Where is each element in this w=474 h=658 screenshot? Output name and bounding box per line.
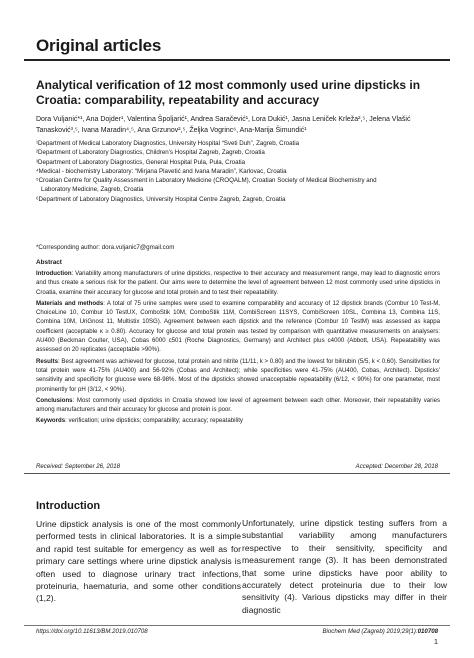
abstract-introduction [36, 269, 440, 297]
received-date: Received: September 26, 2018 [36, 463, 121, 470]
footer-rule [24, 625, 450, 626]
text-methods: : A total of 75 urine samples were used to examine comparability and accuracy of 12 dipstick brands (Combur 10 Test-M, ChoiceLine 10, Combur 10 TestUX, ComboStik 10M, ComboStik 11M, CombiScreen 11SYS, CombiScreen 10SL, Combina 13, Combina 11S, Combina 10M, UriGnost 11, Multistix 10SG). Agreement between each dipstick and the reference (Combur 10 TestM) was assessed as kappa coefficient (acceptable κ ≥ 0.80). Accuracy for glucose and total protein was tested by comparison with quantitative measurements on analysers: AU400 (Beckman Coulter, USA), Cobas 6000 c501 (Roche Diagnostics, Germany) and Architect plus c4000 (Abbott, USA). Repeatability was assessed on 20 replicates (acceptable >90%). [36, 299, 440, 354]
text-keywords: : verification; urine dipsticks; comparability; accuracy; repeatability [65, 417, 243, 425]
corresponding-author: *Corresponding author: dora.vuljanic7@gmail.com [36, 244, 175, 251]
text-results: : Best agreement was achieved for glucose, total protein and nitrite (11/11, k > 0.80) and the lowest for bilirubin (5/5, k < 0.60). Sensitivities for total protein were 41-75% (AU400) and 56-92% (Cobas and Architect); while specificities were 41-75% (AU400, Cobas, Architect). Dipsticks' sensitivity and specificity for glucose were 68-98%. Most of the dipsticks showed unacceptable repeatability (6/12, < 90%) for one parameter, most prominently for pH (3/12, < 90%). [36, 357, 440, 393]
intro-column-right: Unfortunately, urine dipstick testing suffers from a substantial variability among manufacturers respective to their sensitivity, specificity and measurement range (3). It has been demonstrated that some urine dipsticks have poor ability to accurately detect proteinuria due to their low sensitivity (4). Various dipsticks may differ in their diagnostic [242, 518, 447, 615]
label-methods: Materials and methods [36, 299, 104, 307]
article-id: 010708 [417, 628, 438, 635]
author-list: Dora Vuljanić*¹, Ana Dojder¹, Valentina Špoljarić¹, Andrea Saračević¹, Lora Dukić¹, Jasna Leniček Krleža²,⁵, Jelena Vlašić Tanasković³,⁵, Ivana Maradin⁴,⁵, Ana Grzunov²,⁵, Željka Vogrinc⁶, Ana-Marija Šimundić¹ [36, 116, 411, 134]
intro-column-left: Urine dipstick analysis is one of the most commonly performed tests in clinical laboratories. It is a simple and rapid test suitable for emergency as well as for primary care settings where urine dipstick analysis is often used to diagnose urinary tract infections, proteinuria, haematuria, and some other conditions (1,2). [36, 519, 241, 604]
text-introduction: : Variability among manufacturers of urine dipsticks, respective to their accuracy and measurement range, may lead to diagnostic errors and thus create a serious risk for the patient. Our aims were to determine the level of agreement between 12 most commonly used urine dipsticks in Croatia, examine their accuracy for glucose and total protein and to test their repeatability. [36, 270, 440, 296]
abstract-body [36, 269, 440, 428]
affiliation-4: ⁴Medical - biochemistry Laboratory: “Mirjana Plavetić and Ivana Maradin”, Karlovac, Croatia [36, 167, 287, 175]
abstract-results [36, 357, 440, 394]
accepted-date: Accepted: December 28, 2018 [355, 463, 438, 470]
journal-name: Biochem Med (Zagreb) 2019;29(1): [322, 628, 418, 635]
section-title: Original articles [36, 36, 162, 55]
affiliation-1: ¹Department of Medical Laboratory Diagnostics, University Hospital “Sveti Duh”, Zagreb, Croatia [36, 140, 300, 147]
page-number: 1 [433, 637, 438, 646]
article-title: Analytical verification of 12 most commonly used urine dipsticks in Croatia: comparability, repeatability and accuracy [36, 78, 421, 107]
journal-citation [322, 628, 438, 635]
text-conclusions: : Most commonly used dipsticks in Croatia showed low level of agreement between each other. Moreover, their repeatability varies among manufacturers and their accuracy for glucose and protein is poor. [36, 396, 440, 414]
label-introduction: Introduction [36, 270, 72, 277]
label-results: Results [36, 357, 59, 365]
doi-link[interactable]: https://doi.org/10.11613/BM.2019.010708 [36, 628, 148, 635]
abstract-heading: Abstract [36, 259, 62, 266]
affiliation-2: ²Department of Laboratory Diagnostics, Children's Hospital Zagreb, Zagreb, Croatia [36, 149, 265, 157]
affiliations [36, 139, 440, 204]
top-rule [24, 59, 450, 61]
abstract-methods [36, 299, 440, 355]
introduction-heading: Introduction [36, 500, 101, 512]
label-keywords: Keywords [36, 417, 66, 425]
affiliation-5: ⁵Croatian Centre for Quality Assessment in Laboratory Medicine (CROQALM), Croatian Society of Medical Biochemistry and [36, 177, 377, 185]
dates-rule [24, 473, 450, 474]
abstract-conclusions [36, 396, 440, 415]
abstract-keywords [36, 416, 440, 425]
affiliation-3: ³Department of Laboratory Diagnostics, General Hospital Pula, Pula, Croatia [36, 158, 246, 166]
affiliation-5-cont: Laboratory Medicine, Zagreb, Croatia [41, 186, 144, 194]
label-conclusions: Conclusions [36, 396, 73, 404]
affiliation-6: ⁶Department of Laboratory Diagnostics, University Hospital Centre Zagreb, Zagreb, Croatia [36, 195, 286, 203]
